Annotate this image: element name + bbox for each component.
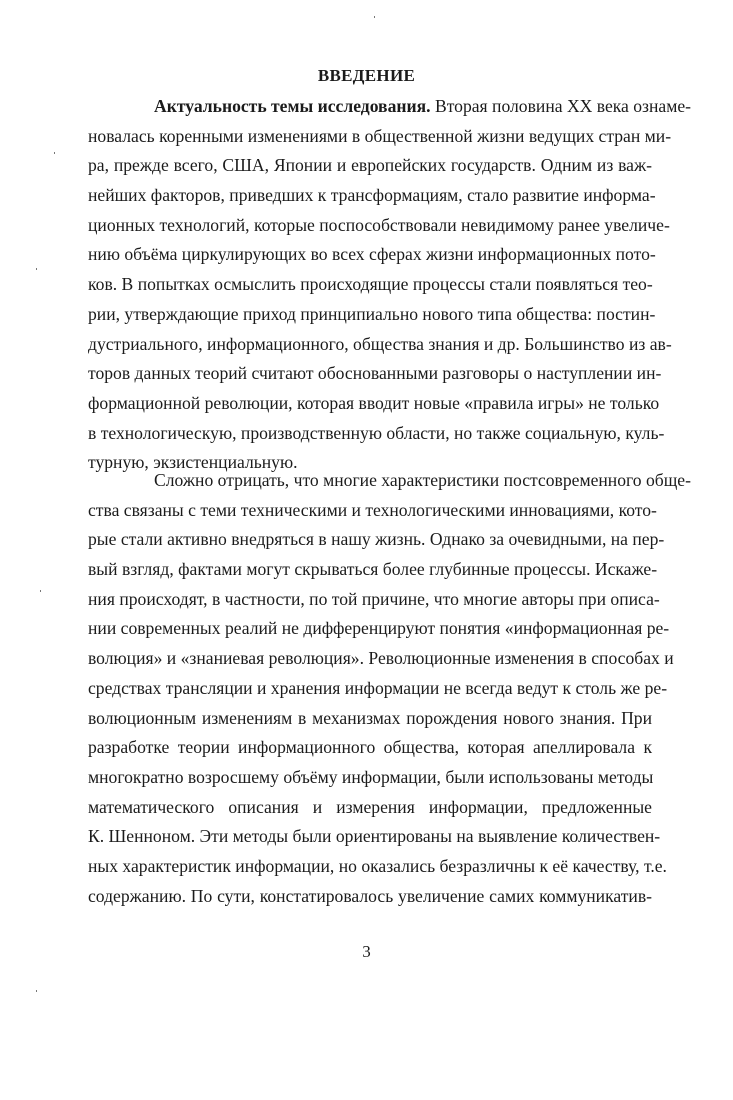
lead-heading: Актуальность темы исследования. [154, 96, 431, 116]
paragraph-line: в технологическую, производственную области, но также социальную, куль- [88, 422, 665, 443]
paragraph-line: рые стали активно внедряться в нашу жизнь. Однако за очевидными, на пер- [88, 529, 665, 550]
paragraph-line: нию объёма циркулирующих во всех сферах жизни информационных пото- [88, 244, 656, 265]
paragraph-analysis [88, 466, 691, 911]
paragraph-line: математического описания и измерения информации, предложенные [88, 796, 652, 817]
paragraph-line: дустриального, информационного, общества знания и др. Большинство из ав- [88, 333, 672, 354]
paragraph-line: нейших факторов, приведших к трансформациям, стало развитие информа- [88, 185, 656, 206]
paragraph-line: нии современных реалий не дифференцируют понятия «информационная ре- [88, 618, 670, 639]
paragraph-line: ков. В попытках осмыслить происходящие процессы стали появляться тео- [88, 274, 653, 295]
paragraph-line: разработке теории информационного общества, которая апеллировала к [88, 737, 652, 758]
paragraph-line: ра, прежде всего, США, Японии и европейских государств. Одним из важ- [88, 155, 652, 176]
line-text: Вторая половина ХХ века ознаме- [430, 96, 692, 116]
paragraph-line: ства связаны с теми техническими и технологическими инновациями, кото- [88, 499, 657, 520]
page-number: 3 [362, 942, 371, 961]
scan-speck [54, 152, 55, 154]
paragraph-line: Сложно отрицать, что многие характеристики постсовременного обще- [154, 470, 691, 490]
paragraph-line: вый взгляд, фактами могут скрываться более глубинные процессы. Искаже- [88, 559, 658, 580]
scan-speck [40, 590, 41, 592]
paragraph-line: новалась коренными изменениями в общественной жизни ведущих стран ми- [88, 125, 672, 146]
paragraph-line: волюция» и «знаниевая революция». Революционные изменения в способах и [88, 648, 674, 669]
scan-speck [374, 16, 375, 18]
paragraph-line [88, 92, 692, 122]
paragraph-line: средствах трансляции и хранения информации не всегда ведут к столь же ре- [88, 677, 668, 698]
paragraph-relevance [88, 92, 692, 478]
paragraph-line: турную, экзистенциальную. [88, 452, 298, 473]
paragraph-line: многократно возросшему объёму информации, были использованы методы [88, 766, 654, 787]
paragraph-line: ния происходят, в частности, по той причине, что многие авторы при описа- [88, 588, 660, 609]
paragraph-line: ных характеристик информации, но оказались безразличны к её качеству, т.е. [88, 855, 667, 876]
paragraph-line: рии, утверждающие приход принципиально нового типа общества: постин- [88, 303, 656, 324]
page-title: ВВЕДЕНИЕ [317, 66, 416, 85]
paragraph-line: торов данных теорий считают обоснованными разговоры о наступлении ин- [88, 363, 662, 384]
paragraph-line: К. Шенноном. Эти методы были ориентированы на выявление количествен- [88, 826, 661, 847]
scan-speck [36, 268, 37, 270]
paragraph-line: содержанию. По сути, констатировалось увеличение самих коммуникатив- [88, 885, 652, 906]
paragraph-line: формационной революции, которая вводит новые «правила игры» не только [88, 392, 660, 413]
scan-speck [36, 990, 37, 992]
paragraph-line: волюционным изменениям в механизмах порождения нового знания. При [88, 707, 652, 728]
paragraph-line: ционных технологий, которые поспособствовали невидимому ранее увеличе- [88, 214, 670, 235]
